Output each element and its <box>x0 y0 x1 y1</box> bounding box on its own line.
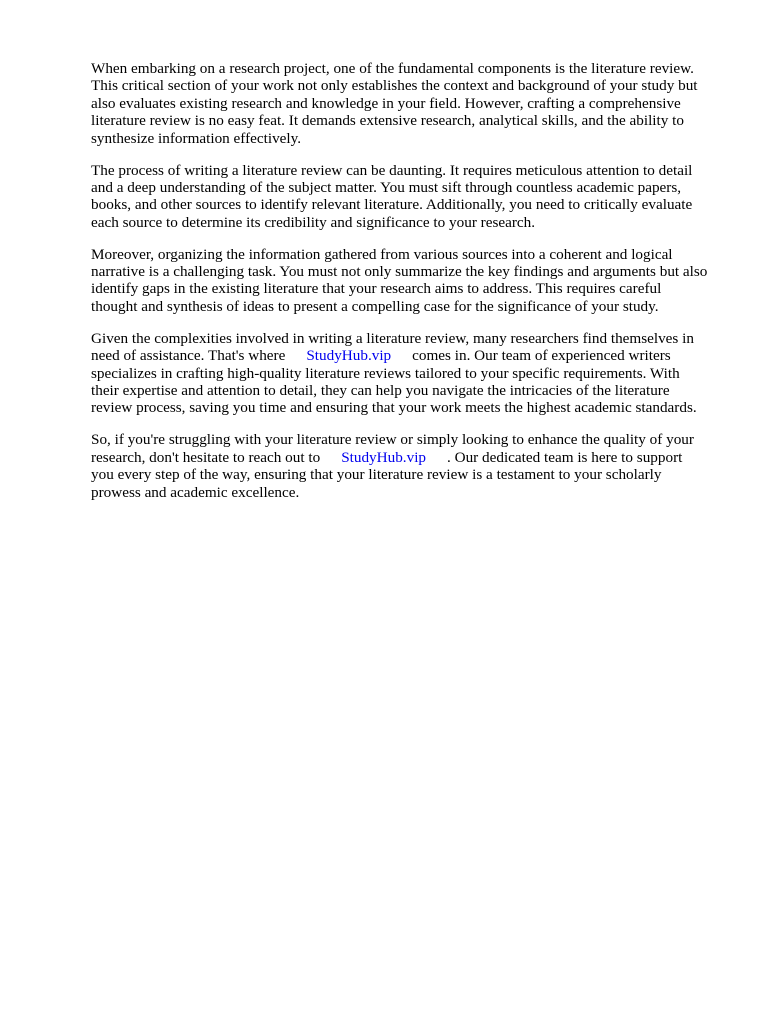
text-line: Moreover, organizing the information gathered from various sources into a coherent and logical <box>91 245 673 263</box>
text-line: their expertise and attention to detail, they can help you navigate the intricacies of the literature <box>91 382 670 399</box>
text-line: So, if you're struggling with your literature review or simply looking to enhance the quality of your <box>91 431 694 449</box>
text-segment: need of assistance. That's where <box>91 347 286 365</box>
text-line: you every step of the way, ensuring that your literature review is a testament to your scholarly <box>91 466 662 484</box>
text-line: narrative is a challenging task. You must not only summarize the key findings and arguments but also <box>91 263 708 281</box>
text-line: This critical section of your work not only establishes the context and background of your study but <box>91 77 698 95</box>
paragraph-conclusion <box>91 431 731 501</box>
text-line: Given the complexities involved in writing a literature review, many researchers find themselves in <box>91 329 694 347</box>
text-line: each source to determine its credibility and significance to your research. <box>91 213 536 231</box>
paragraph-assistance <box>91 330 731 417</box>
text-line-with-link <box>91 449 731 466</box>
studyhub-link[interactable]: StudyHub.vip <box>306 347 392 365</box>
studyhub-link[interactable]: StudyHub.vip <box>341 448 427 466</box>
text-line: specializes in crafting high-quality literature reviews tailored to your specific requirements. With <box>91 364 680 382</box>
text-line: The process of writing a literature review can be daunting. It requires meticulous attention to detail <box>91 161 693 179</box>
text-line: review process, saving you time and ensuring that your work meets the highest academic standards. <box>91 399 697 417</box>
text-segment: comes in. Our team of experienced writers <box>412 347 671 365</box>
text-line: identify gaps in the existing literature that your research aims to address. This requires careful <box>91 280 662 298</box>
paragraph-process <box>91 162 731 232</box>
document-body <box>91 60 731 515</box>
text-line-with-link <box>91 347 731 364</box>
text-line: books, and other sources to identify relevant literature. Additionally, you need to critically evaluate <box>91 196 693 214</box>
text-line: also evaluates existing research and knowledge in your field. However, crafting a comprehensive <box>91 94 681 112</box>
text-segment: research, don't hesitate to reach out to <box>91 448 321 466</box>
text-line: When embarking on a research project, one of the fundamental components is the literature review. <box>91 60 694 77</box>
text-line: prowess and academic excellence. <box>91 483 300 501</box>
text-line: thought and synthesis of ideas to present a compelling case for the significance of your study. <box>91 297 659 315</box>
text-segment: . Our dedicated team is here to support <box>447 448 683 466</box>
paragraph-organizing <box>91 246 731 316</box>
paragraph-intro <box>91 60 731 147</box>
text-line: and a deep understanding of the subject matter. You must sift through countless academic papers, <box>91 178 682 196</box>
text-line: literature review is no easy feat. It demands extensive research, analytical skills, and the ability to <box>91 112 684 130</box>
text-line: synthesize information effectively. <box>91 129 302 147</box>
